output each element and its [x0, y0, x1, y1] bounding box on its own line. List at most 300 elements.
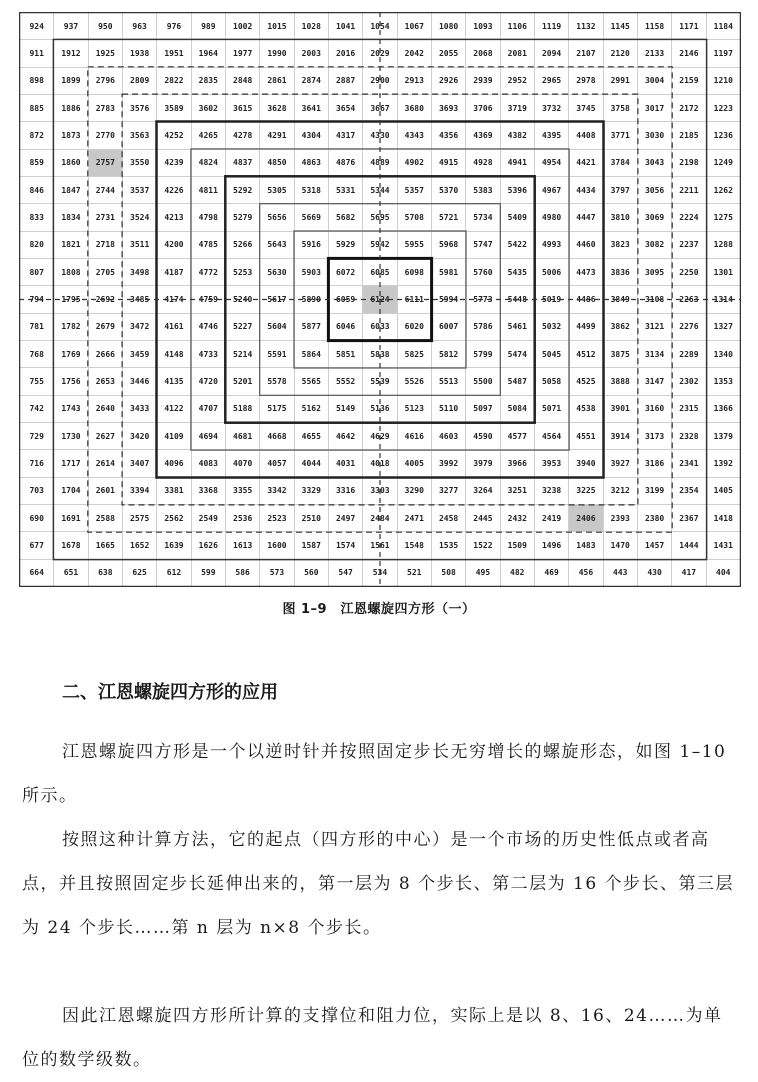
grid-cell: 443 [603, 559, 637, 586]
grid-cell: 3654 [328, 94, 362, 121]
grid-cell: 3953 [534, 450, 568, 477]
grid-cell: 3927 [603, 450, 637, 477]
grid-cell: 1587 [294, 532, 328, 559]
grid-cell: 5695 [363, 204, 397, 231]
grid-cell: 963 [122, 13, 156, 40]
grid-cell: 2783 [88, 94, 122, 121]
grid-cell: 2653 [88, 368, 122, 395]
grid-cell: 5487 [500, 368, 534, 395]
grid-cell: 2029 [363, 40, 397, 67]
grid-cell: 1379 [706, 422, 740, 449]
grid-cell: 4824 [191, 149, 225, 176]
grid-cell: 807 [20, 258, 54, 285]
grid-cell: 781 [20, 313, 54, 340]
grid-cell: 3043 [637, 149, 671, 176]
grid-cell: 4811 [191, 176, 225, 203]
grid-cell: 1613 [225, 532, 259, 559]
grid-cell: 3316 [328, 477, 362, 504]
grid-cell: 2302 [672, 368, 706, 395]
grid-cell: 1600 [260, 532, 294, 559]
grid-cell: 4551 [569, 422, 603, 449]
grid-cell: 4902 [397, 149, 431, 176]
grid-cell: 2640 [88, 395, 122, 422]
grid-cell: 2731 [88, 204, 122, 231]
grid-cell: 4577 [500, 422, 534, 449]
grid-cell: 2549 [191, 504, 225, 531]
grid-cell: 1054 [363, 13, 397, 40]
grid-cell: 5461 [500, 313, 534, 340]
grid-cell: 3810 [603, 204, 637, 231]
grid-cell: 4616 [397, 422, 431, 449]
grid-cell: 690 [20, 504, 54, 531]
grid-cell: 3329 [294, 477, 328, 504]
grid-row [20, 122, 741, 149]
grid-cell: 5292 [225, 176, 259, 203]
grid-cell: 3446 [122, 368, 156, 395]
grid-cell: 2926 [431, 67, 465, 94]
grid-cell: 2445 [466, 504, 500, 531]
grid-cell: 1873 [54, 122, 88, 149]
grid-cell: 1574 [328, 532, 362, 559]
grid-cell: 820 [20, 231, 54, 258]
grid-cell: 5084 [500, 395, 534, 422]
grid-row [20, 368, 741, 395]
grid-cell: 5331 [328, 176, 362, 203]
paragraph-2: 按照这种计算方法，它的起点（四方形的中心）是一个市场的历史性低点或者高点，并且按照固定步长延伸出来的，第一层为 8 个步长、第二层为 16 个步长、第三层为 24 个步长……第 n 层为 n×8 个步长。 [22, 830, 735, 938]
grid-cell: 3914 [603, 422, 637, 449]
grid-cell: 1652 [122, 532, 156, 559]
grid-row [20, 13, 741, 40]
grid-cell: 4135 [157, 368, 191, 395]
grid-cell: 2016 [328, 40, 362, 67]
grid-cell: 625 [122, 559, 156, 586]
grid-cell: 5162 [294, 395, 328, 422]
grid-cell: 768 [20, 340, 54, 367]
grid-cell: 3680 [397, 94, 431, 121]
grid-cell: 1626 [191, 532, 225, 559]
grid-cell: 6072 [328, 258, 362, 285]
grid-cell: 5630 [260, 258, 294, 285]
grid-cell: 4967 [534, 176, 568, 203]
grid-cell: 677 [20, 532, 54, 559]
grid-cell: 3901 [603, 395, 637, 422]
grid-cell: 1496 [534, 532, 568, 559]
grid-cell: 5708 [397, 204, 431, 231]
grid-cell: 4928 [466, 149, 500, 176]
spiral-grid [19, 12, 741, 587]
grid-cell: 3537 [122, 176, 156, 203]
grid-cell: 3823 [603, 231, 637, 258]
grid-cell: 1938 [122, 40, 156, 67]
grid-cell: 4655 [294, 422, 328, 449]
grid-cell: 6033 [363, 313, 397, 340]
grid-cell: 5422 [500, 231, 534, 258]
grid-cell: 2770 [88, 122, 122, 149]
grid-row [20, 504, 741, 531]
grid-cell: 3992 [431, 450, 465, 477]
grid-cell: 5747 [466, 231, 500, 258]
grid-cell: 2237 [672, 231, 706, 258]
grid-cell: 1171 [672, 13, 706, 40]
grid-cell: 4460 [569, 231, 603, 258]
grid-cell: 5175 [260, 395, 294, 422]
grid-cell: 547 [328, 559, 362, 586]
grid-cell: 3628 [260, 94, 294, 121]
grid-cell: 664 [20, 559, 54, 586]
grid-cell: 4980 [534, 204, 568, 231]
grid-row [20, 422, 741, 449]
grid-cell: 3251 [500, 477, 534, 504]
grid-cell: 3771 [603, 122, 637, 149]
grid-cell: 755 [20, 368, 54, 395]
grid-cell: 3667 [363, 94, 397, 121]
grid-cell: 4356 [431, 122, 465, 149]
grid-row [20, 94, 741, 121]
grid-cell: 3693 [431, 94, 465, 121]
grid-cell: 5604 [260, 313, 294, 340]
grid-cell: 4590 [466, 422, 500, 449]
grid-cell: 4252 [157, 122, 191, 149]
grid-cell: 4707 [191, 395, 225, 422]
grid-cell: 4447 [569, 204, 603, 231]
grid-cell: 2510 [294, 504, 328, 531]
grid-cell: 2146 [672, 40, 706, 67]
grid-cell: 469 [534, 559, 568, 586]
grid-cell: 3303 [363, 477, 397, 504]
grid-cell: 5474 [500, 340, 534, 367]
grid-cell: 6046 [328, 313, 362, 340]
grid-cell: 1990 [260, 40, 294, 67]
grid-cell: 5825 [397, 340, 431, 367]
grid-cell: 2757 [88, 149, 122, 176]
grid-cell: 3836 [603, 258, 637, 285]
grid-cell: 2406 [569, 504, 603, 531]
grid-cell: 534 [363, 559, 397, 586]
grid-cell: 4395 [534, 122, 568, 149]
grid-cell: 6124 [363, 286, 397, 313]
grid-cell: 4239 [157, 149, 191, 176]
grid-cell: 2523 [260, 504, 294, 531]
grid-cell: 4226 [157, 176, 191, 203]
grid-cell: 1977 [225, 40, 259, 67]
grid-cell: 2666 [88, 340, 122, 367]
grid-cell: 4304 [294, 122, 328, 149]
grid-cell: 4044 [294, 450, 328, 477]
grid-row [20, 340, 741, 367]
grid-cell: 2874 [294, 67, 328, 94]
grid-cell: 3199 [637, 477, 671, 504]
grid-cell: 5435 [500, 258, 534, 285]
grid-cell: 3290 [397, 477, 431, 504]
grid-cell: 2133 [637, 40, 671, 67]
grid-cell: 573 [260, 559, 294, 586]
grid-cell: 703 [20, 477, 54, 504]
grid-cell: 508 [431, 559, 465, 586]
grid-cell: 5227 [225, 313, 259, 340]
grid-cell: 1665 [88, 532, 122, 559]
grid-cell: 1522 [466, 532, 500, 559]
grid-cell: 2003 [294, 40, 328, 67]
grid-cell: 4330 [363, 122, 397, 149]
grid-cell: 1288 [706, 231, 740, 258]
grid-row [20, 204, 741, 231]
grid-cell: 2198 [672, 149, 706, 176]
grid-cell: 1418 [706, 504, 740, 531]
grid-cell: 2484 [363, 504, 397, 531]
grid-cell: 4031 [328, 450, 362, 477]
grid-cell: 2471 [397, 504, 431, 531]
grid-cell: 2328 [672, 422, 706, 449]
grid-cell: 3342 [260, 477, 294, 504]
grid-cell: 1431 [706, 532, 740, 559]
grid-cell: 3550 [122, 149, 156, 176]
grid-cell: 2692 [88, 286, 122, 313]
grid-cell: 6111 [397, 286, 431, 313]
grid-cell: 1964 [191, 40, 225, 67]
grid-cell: 5357 [397, 176, 431, 203]
grid-cell: 911 [20, 40, 54, 67]
grid-cell: 1886 [54, 94, 88, 121]
grid-cell: 2289 [672, 340, 706, 367]
grid-cell: 3979 [466, 450, 500, 477]
grid-cell: 4278 [225, 122, 259, 149]
grid-cell: 950 [88, 13, 122, 40]
grid-cell: 2354 [672, 477, 706, 504]
grid-cell: 2887 [328, 67, 362, 94]
grid-cell: 5071 [534, 395, 568, 422]
grid-cell: 1366 [706, 395, 740, 422]
grid-cell: 5019 [534, 286, 568, 313]
grid-cell: 2952 [500, 67, 534, 94]
grid-cell: 4265 [191, 122, 225, 149]
grid-cell: 5344 [363, 176, 397, 203]
grid-cell: 1392 [706, 450, 740, 477]
grid-cell: 3472 [122, 313, 156, 340]
grid-cell: 1080 [431, 13, 465, 40]
grid-cell: 2055 [431, 40, 465, 67]
grid-cell: 6059 [328, 286, 362, 313]
grid-cell: 4473 [569, 258, 603, 285]
grid-row [20, 231, 741, 258]
grid-cell: 4434 [569, 176, 603, 203]
grid-cell: 846 [20, 176, 54, 203]
grid-cell: 1509 [500, 532, 534, 559]
grid-cell: 3355 [225, 477, 259, 504]
grid-cell: 4421 [569, 149, 603, 176]
grid-cell: 4174 [157, 286, 191, 313]
grid-cell: 2796 [88, 67, 122, 94]
grid-cell: 4369 [466, 122, 500, 149]
grid-cell: 2900 [363, 67, 397, 94]
grid-row [20, 477, 741, 504]
grid-cell: 2276 [672, 313, 706, 340]
grid-cell: 4486 [569, 286, 603, 313]
grid-cell: 5201 [225, 368, 259, 395]
grid-cell: 5565 [294, 368, 328, 395]
grid-cell: 5838 [363, 340, 397, 367]
grid-cell: 2081 [500, 40, 534, 67]
grid-cell: 4525 [569, 368, 603, 395]
grid-cell: 2185 [672, 122, 706, 149]
grid-cell: 3511 [122, 231, 156, 258]
grid-cell: 4538 [569, 395, 603, 422]
grid-cell: 2627 [88, 422, 122, 449]
grid-cell: 1405 [706, 477, 740, 504]
grid-cell: 1691 [54, 504, 88, 531]
grid-cell: 3238 [534, 477, 568, 504]
grid-cell: 4070 [225, 450, 259, 477]
grid-cell: 5045 [534, 340, 568, 367]
grid-cell: 5370 [431, 176, 465, 203]
grid-cell: 1795 [54, 286, 88, 313]
grid-cell: 5032 [534, 313, 568, 340]
grid-cell: 1145 [603, 13, 637, 40]
grid-cell: 3485 [122, 286, 156, 313]
grid-cell: 3394 [122, 477, 156, 504]
grid-cell: 5734 [466, 204, 500, 231]
grid-cell: 2315 [672, 395, 706, 422]
grid-cell: 4889 [363, 149, 397, 176]
grid-cell: 3589 [157, 94, 191, 121]
grid-cell: 560 [294, 559, 328, 586]
grid-cell: 2458 [431, 504, 465, 531]
grid-cell: 3056 [637, 176, 671, 203]
grid-cell: 4317 [328, 122, 362, 149]
grid-cell: 3017 [637, 94, 671, 121]
grid-cell: 2575 [122, 504, 156, 531]
grid-cell: 5877 [294, 313, 328, 340]
grid-cell: 4187 [157, 258, 191, 285]
grid-cell: 2614 [88, 450, 122, 477]
section-heading: 二、江恩螺旋四方形的应用 [62, 682, 278, 703]
grid-cell: 4785 [191, 231, 225, 258]
grid-cell: 794 [20, 286, 54, 313]
grid-cell: 1639 [157, 532, 191, 559]
grid-cell: 2562 [157, 504, 191, 531]
grid-cell: 3381 [157, 477, 191, 504]
grid-cell: 4382 [500, 122, 534, 149]
grid-cell: 5682 [328, 204, 362, 231]
grid-cell: 3277 [431, 477, 465, 504]
grid-cell: 5188 [225, 395, 259, 422]
grid-cell: 2536 [225, 504, 259, 531]
grid-cell: 1808 [54, 258, 88, 285]
grid-cell: 4057 [260, 450, 294, 477]
grid-row [20, 313, 741, 340]
grid-cell: 1275 [706, 204, 740, 231]
grid-cell: 729 [20, 422, 54, 449]
grid-cell: 1912 [54, 40, 88, 67]
grid-cell: 3862 [603, 313, 637, 340]
grid-cell: 5578 [260, 368, 294, 395]
grid-cell: 1483 [569, 532, 603, 559]
grid-cell: 3095 [637, 258, 671, 285]
grid-cell: 898 [20, 67, 54, 94]
grid-cell: 4499 [569, 313, 603, 340]
grid-row [20, 67, 741, 94]
grid-cell: 5214 [225, 340, 259, 367]
figure-caption: 图 1–9 江恩螺旋四方形（一） [282, 602, 476, 617]
grid-cell: 1561 [363, 532, 397, 559]
grid-cell: 1834 [54, 204, 88, 231]
grid-cell: 2159 [672, 67, 706, 94]
grid-cell: 4954 [534, 149, 568, 176]
grid-cell: 1821 [54, 231, 88, 258]
grid-cell: 4343 [397, 122, 431, 149]
grid-cell: 5136 [363, 395, 397, 422]
grid-cell: 3082 [637, 231, 671, 258]
grid-cell: 4941 [500, 149, 534, 176]
grid-cell: 2744 [88, 176, 122, 203]
grid-cell: 3706 [466, 94, 500, 121]
grid-cell: 4915 [431, 149, 465, 176]
grid-cell: 5097 [466, 395, 500, 422]
grid-cell: 3108 [637, 286, 671, 313]
paragraph-1: 江恩螺旋四方形是一个以逆时针并按照固定步长无穷增长的螺旋形态，如图 1–10 所示。 [22, 742, 727, 806]
grid-cell: 1535 [431, 532, 465, 559]
grid-cell: 404 [706, 559, 740, 586]
grid-cell: 1327 [706, 313, 740, 340]
grid-cell: 2380 [637, 504, 671, 531]
grid-cell: 5500 [466, 368, 500, 395]
grid-cell: 3615 [225, 94, 259, 121]
grid-cell: 3069 [637, 204, 671, 231]
grid-cell: 1015 [260, 13, 294, 40]
grid-cell: 3459 [122, 340, 156, 367]
grid-cell: 2432 [500, 504, 534, 531]
grid-cell: 5591 [260, 340, 294, 367]
grid-cell: 4122 [157, 395, 191, 422]
grid-cell: 4642 [328, 422, 362, 449]
grid-cell: 2224 [672, 204, 706, 231]
grid-cell: 1314 [706, 286, 740, 313]
grid-cell: 5513 [431, 368, 465, 395]
grid-cell: 456 [569, 559, 603, 586]
grid-cell: 5851 [328, 340, 362, 367]
grid-cell: 742 [20, 395, 54, 422]
grid-cell: 2068 [466, 40, 500, 67]
grid-cell: 612 [157, 559, 191, 586]
grid-cell: 1743 [54, 395, 88, 422]
grid-cell: 5305 [260, 176, 294, 203]
grid-cell: 1067 [397, 13, 431, 40]
grid-cell: 1093 [466, 13, 500, 40]
grid-cell: 5812 [431, 340, 465, 367]
grid-cell: 3732 [534, 94, 568, 121]
grid-cell: 4863 [294, 149, 328, 176]
grid-cell: 1704 [54, 477, 88, 504]
grid-cell: 4083 [191, 450, 225, 477]
grid-cell: 1470 [603, 532, 637, 559]
grid-cell: 2809 [122, 67, 156, 94]
grid-cell: 4694 [191, 422, 225, 449]
grid-cell: 5448 [500, 286, 534, 313]
grid-cell: 5253 [225, 258, 259, 285]
grid-cell: 4512 [569, 340, 603, 367]
grid-cell: 4148 [157, 340, 191, 367]
grid-row [20, 559, 741, 586]
grid-cell: 599 [191, 559, 225, 586]
grid-cell: 4681 [225, 422, 259, 449]
grid-cell: 2978 [569, 67, 603, 94]
grid-cell: 1041 [328, 13, 362, 40]
grid-cell: 430 [637, 559, 671, 586]
grid-cell: 5981 [431, 258, 465, 285]
grid-cell: 495 [466, 559, 500, 586]
grid-cell: 2861 [260, 67, 294, 94]
grid-cell: 5383 [466, 176, 500, 203]
grid-cell: 1756 [54, 368, 88, 395]
